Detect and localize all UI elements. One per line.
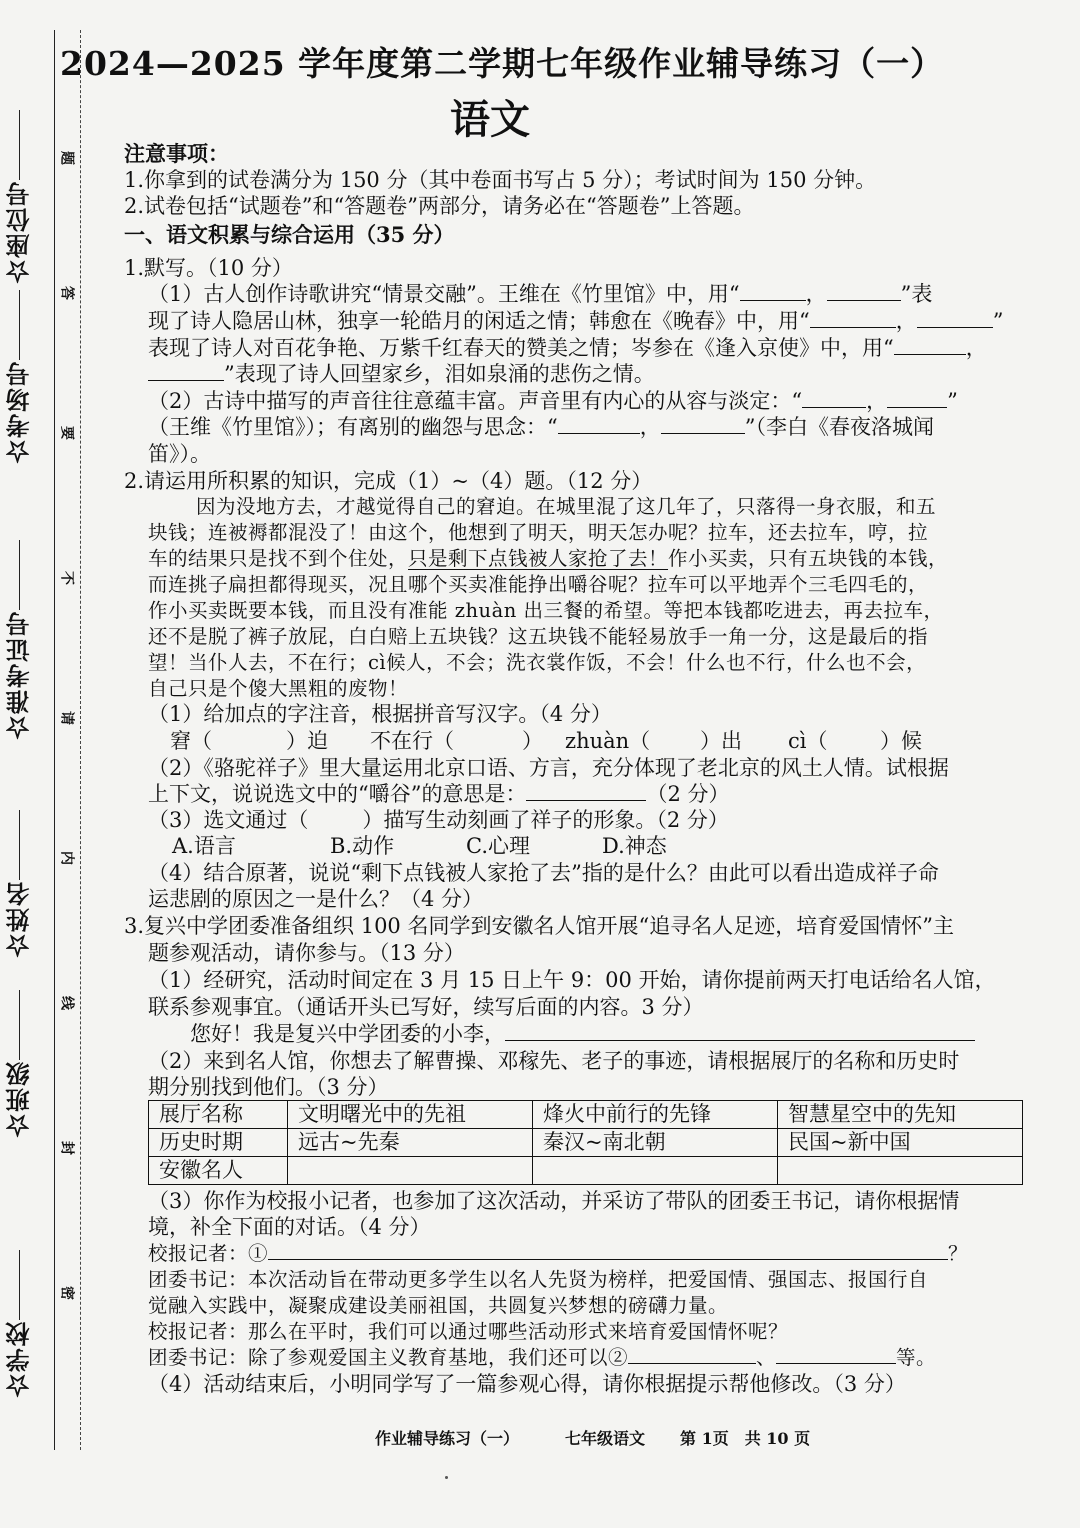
answer-blank[interactable] [887,389,947,408]
passage-line: 望！当仆人去，不在行；cì候人，不会；洗衣裳作饭，不会！什么也不行，什么也不会， [148,651,927,674]
q2-sub3: （3）选文通过（ ）描写生动刻画了祥子的形象。（2 分） [148,808,729,832]
q2-sub1-item: 窘（ [170,729,212,753]
footer-series: 作业辅导练习（一） [375,1429,520,1448]
q3-sub2-line1: （2）来到名人馆，你想去了解曹操、邓稼先、老子的事迹，请根据展厅的名称和历史时 [148,1049,960,1073]
q3-stem-line1: 3.复兴中学团委准备组织 100 名同学到安徽名人馆开展“追寻名人足迹，培育爱国情怀”主 [124,914,954,938]
q3-sub4: （4）活动结束后，小明同学写了一篇参观心得，请你根据提示帮他修改。（3 分） [148,1372,906,1396]
q2-sub1-item: ）出 [700,729,742,753]
option-c: C.心理 [466,834,530,858]
answer-blank[interactable] [558,415,640,434]
q2-sub2-line2: 上下文，说说选文中的“嚼谷”的意思是： （2 分） [148,782,730,806]
passage-line: 还不是脱了裤子放屁，白白赔上五块钱？这五块钱不能轻易放手一角一分，这是最后的指 [148,625,929,648]
seal-char: 密 [61,1284,75,1300]
option-a: A.语言 [172,834,236,858]
margin-line [54,30,55,1450]
answer-blank[interactable] [802,389,866,408]
exam-room-field[interactable] [2,290,42,464]
seal-char: 请 [61,709,75,725]
school-label: ☆学校 [5,1320,34,1398]
admission-number-label: ☆准考证号 [5,610,34,740]
table-cell: 秦汉~南北朝 [533,1129,778,1157]
q3-sub1-line2: 联系参观事宜。（通话开头已写好，续写后面的内容。3 分） [148,995,704,1019]
q2-sub1-item: zhuàn（ [565,729,651,753]
table-cell: 民国~新中国 [778,1129,1023,1157]
table-cell: 智慧星空中的先知 [778,1101,1023,1129]
seal-dashed-line [80,30,81,1450]
seal-char: 线 [61,994,75,1010]
q2-sub4-line1: （4）结合原著，说说“剩下点钱被人家抢了去”指的是什么？由此可以看出造成祥子命 [148,861,939,885]
notice-item-2: 2.试卷包括“试题卷”和“答题卷”两部分，请务必在“答题卷”上答题。 [124,194,755,218]
answer-blank[interactable] [148,362,224,381]
q2-sub4-line2: 运悲剧的原因之一是什么？（4 分） [148,887,484,911]
table-cell: 远古~先秦 [288,1129,533,1157]
answer-blank[interactable] [740,282,806,301]
scan-speck [445,1476,448,1479]
footer-page-number: 第 1页 共 10 页 [680,1429,811,1448]
answer-blank[interactable] [526,782,646,801]
dialogue-reporter-2: 校报记者：那么在平时，我们可以通过哪些活动形式来培育爱国情怀呢？ [148,1320,789,1343]
q3-sub3-line2: 境，补全下面的对话。（4 分） [148,1215,431,1239]
q3-sub1-line3: 您好！我是复兴中学团委的小李， [190,1020,975,1048]
answer-blank[interactable] [776,1345,896,1364]
q1-stem: 1.默写。（10 分） [124,256,293,280]
answer-blank[interactable] [661,415,745,434]
passage-line: 而连挑子扁担都得现买，况且哪个买卖准能挣出嚼谷呢？拉车可以平地弄个三毛四毛的， [148,573,929,596]
table-cell: 文明曙光中的先祖 [288,1101,533,1129]
exam-title: 2024—2025 学年度第二学期七年级作业辅导练习（一） [60,44,945,83]
passage-line: 作小买卖既要本钱，而且没有准能 zhuàn 出三餐的希望。等把本钱都吃进去，再去拉车， [148,599,944,622]
seat-number-label: ☆座位号 [5,180,34,284]
option-b: B.动作 [330,834,395,858]
passage-line: 车的结果只是找不到个住处，只是剩下点钱被人家抢了去！作小买卖，只有五块钱的本钱， [148,547,949,570]
class-label: ☆班级 [5,1060,34,1138]
name-field[interactable] [2,810,42,958]
answer-blank[interactable] [917,309,993,328]
table-row [149,1129,1023,1157]
option-d: D.神态 [602,834,667,858]
admission-number-field[interactable] [2,540,42,740]
notice-item-1: 1.你拿到的试卷满分为 150 分（其中卷面书写占 5 分）；考试时间为 150 分钟。 [124,168,877,192]
passage-line: 自己只是个傻大黑粗的废物！ [148,677,409,700]
q1-p1-line1: （1）古人创作诗歌讲究“情景交融”。王维在《竹里馆》中，用“ ， ”表 [148,282,933,306]
seal-char: 封 [61,1139,75,1155]
table-cell: 烽火中前行的先锋 [533,1101,778,1129]
subject-title: 语文 [450,97,530,143]
dialogue-reporter-1: 校报记者：① ？ [148,1242,969,1265]
q2-stem: 2.请运用所积累的知识，完成（1）~（4）题。（12 分） [124,469,653,493]
school-field[interactable] [2,1250,42,1398]
class-field[interactable] [2,990,42,1138]
q1-p1-line4: ”表现了诗人回望家乡，泪如泉涌的悲伤之情。 [148,360,655,388]
answer-cell[interactable] [778,1157,1023,1185]
answer-blank[interactable] [505,1022,975,1041]
underlined-sentence: 只是剩下点钱被人家抢了去！ [408,547,669,570]
binding-margin [0,0,110,1528]
passage-line: 块钱；连被褥都混没了！由这个，他想到了明天，明天怎办呢？拉车，还去拉车，哼，拉 [148,521,929,544]
q1-p1-line3: 表现了诗人对百花争艳、万紫千红春天的赞美之情；岑参在《逢入京使》中，用“ ， [148,336,987,360]
table-cell: 展厅名称 [149,1101,288,1129]
notice-heading: 注意事项： [124,141,229,166]
q1-p2-line2: （王维《竹里馆》）；有离别的幽怨与思念：“ ， ”（李白《春夜洛城闻 [148,415,934,439]
q3-sub1-line1: （1）经研究，活动时间定在 3 月 15 日上午 9：00 开始，请你提前两天打电话给名人馆， [148,968,996,992]
answer-cell[interactable] [288,1157,533,1185]
q1-p2-line3: 笛》）。 [148,442,211,466]
q2-sub1-item: cì（ [788,729,828,753]
footer-subject: 七年级语文 [565,1429,646,1448]
answer-blank[interactable] [827,282,901,301]
table-cell: 历史时期 [149,1129,288,1157]
table-row [149,1157,1023,1185]
q2-sub2-line1: （2）《骆驼祥子》里大量运用北京口语、方言，充分体现了老北京的风土人情。试根据 [148,756,949,780]
q2-sub1-item: ） [522,729,543,753]
answer-cell[interactable] [533,1157,778,1185]
answer-blank[interactable] [810,309,896,328]
answer-blank[interactable] [268,1241,948,1260]
q3-stem-line2: 题参观活动，请你参与。（13 分） [148,941,465,965]
section-1-heading: 一、语文积累与综合运用（35 分） [124,222,455,247]
q3-sub2-line2: 期分别找到他们。（3 分） [148,1075,389,1099]
name-label: ☆姓名 [5,880,34,958]
seal-char: 题 [61,149,75,165]
q2-sub1-item: ）候 [880,729,922,753]
q2-sub1-item: 不在行（ [370,729,454,753]
table-cell: 安徽名人 [149,1157,288,1185]
table-row [149,1101,1023,1129]
seal-char: 答 [61,284,75,300]
seal-char: 内 [61,849,75,865]
seal-char: 不 [61,569,75,585]
q2-sub1-item: ）迫 [286,729,328,753]
dialogue-secretary-1-line1: 团委书记：本次活动旨在带动更多学生以名人先贤为榜样，把爱国情、强国志、报国行自 [148,1268,929,1291]
dialogue-secretary-1-line2: 觉融入实践中，凝聚成建设美丽祖国，共圆复兴梦想的磅礴力量。 [148,1294,729,1317]
passage-line: 因为没地方去，才越觉得自己的窘迫。在城里混了这几年了，只落得一身衣服，和五 [196,495,937,518]
q3-sub3-line1: （3）你作为校报小记者，也参加了这次活动，并采访了带队的团委王书记，请你根据情 [148,1189,960,1213]
answer-blank[interactable] [628,1345,756,1364]
answer-blank[interactable] [894,336,966,355]
exhibition-table [148,1100,1023,1185]
exam-room-label: ☆考场号 [5,360,34,464]
q1-p1-line2: 现了诗人隐居山林，独享一轮皓月的闲适之情；韩愈在《晚春》中，用“ ， ” [148,309,1004,333]
dialogue-secretary-2: 团委书记：除了参观爱国主义教育基地，我们还可以② 、 等。 [148,1346,937,1369]
q1-p2-line1: （2）古诗中描写的声音往往意蕴丰富。声音里有内心的从容与淡定：“ ， ” [148,389,958,413]
seal-char: 要 [61,424,75,440]
q2-sub1: （1）给加点的字注音，根据拼音写汉字。（4 分） [148,702,612,726]
